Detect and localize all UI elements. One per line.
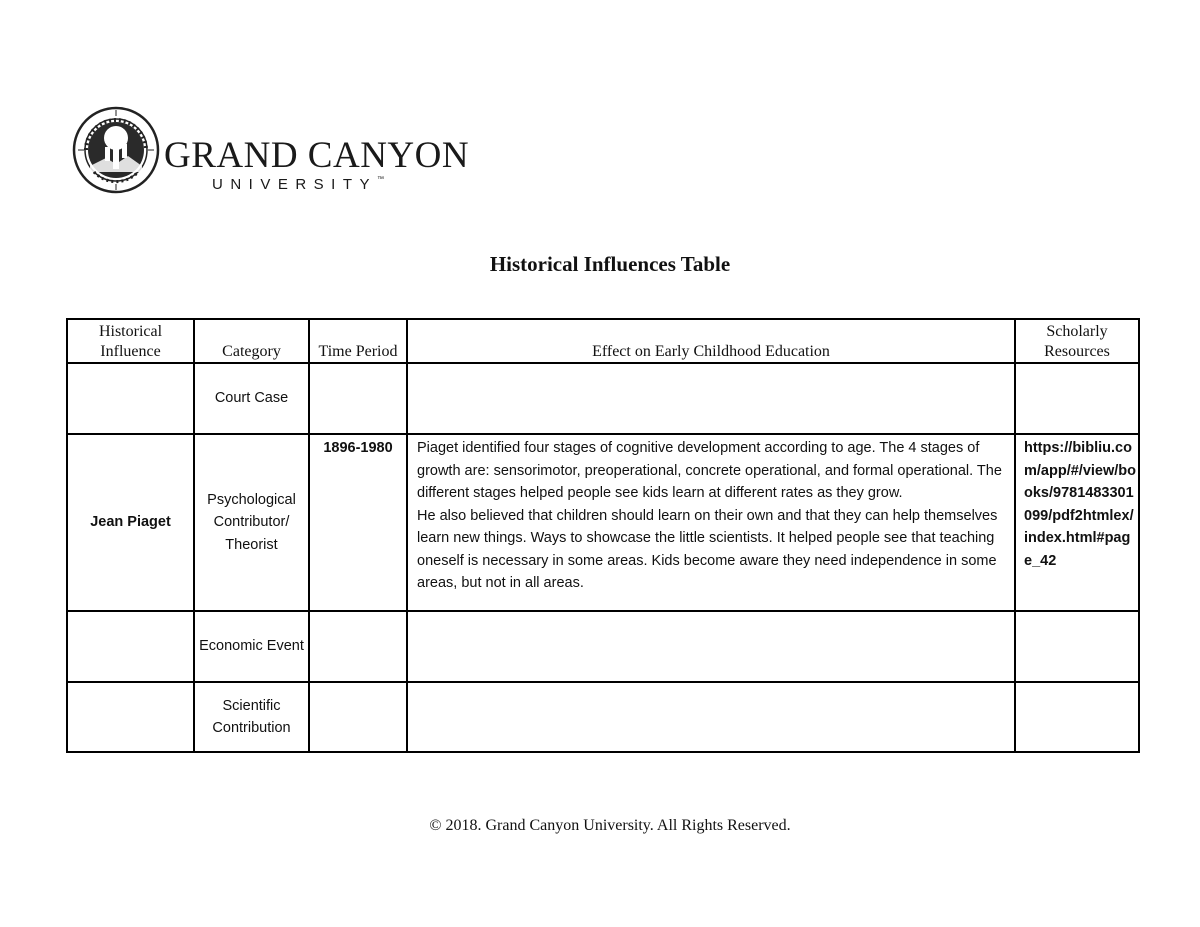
historical-influences-table xyxy=(66,318,1140,753)
cell-resource xyxy=(1015,363,1139,434)
cell-influence xyxy=(67,363,194,434)
cell-effect xyxy=(407,434,1015,611)
cell-resource[interactable]: https://bibliu.com/app/#/view/books/9781483301099/pdf2htmlex/index.html#page_42 xyxy=(1015,434,1139,611)
cell-effect xyxy=(407,363,1015,434)
header-category: Category xyxy=(194,319,309,363)
cell-category: Scientific Contribution xyxy=(194,682,309,752)
table-row xyxy=(67,363,1139,434)
page-title: Historical Influences Table xyxy=(489,252,731,276)
cell-effect xyxy=(407,682,1015,752)
trademark-symbol: ™ xyxy=(377,176,385,183)
header-effect: Effect on Early Childhood Education xyxy=(407,319,1015,363)
cell-period xyxy=(309,363,407,434)
cell-influence xyxy=(67,682,194,752)
cell-effect xyxy=(407,611,1015,682)
table-row xyxy=(67,434,1139,611)
table-row xyxy=(67,611,1139,682)
header-historical-influence: Historical Influence xyxy=(67,319,194,363)
effect-paragraph: He also believed that children should learn on their own and that they can help themselves learn new things. Ways to showcase the little scientists. It helped people see that teaching oneself is necessary in some areas. Kids become aware they need independence in some areas, but not in all areas. xyxy=(417,507,998,591)
header-time-period: Time Period xyxy=(309,319,407,363)
cell-category: Economic Event xyxy=(194,611,309,682)
cell-period: 1896-1980 xyxy=(309,434,407,611)
university-logo xyxy=(72,106,470,198)
copyright-footer: © 2018. Grand Canyon University. All Rights Reserved. xyxy=(429,817,791,834)
cell-category: Court Case xyxy=(194,363,309,434)
university-seal-icon xyxy=(72,106,160,194)
table-row xyxy=(67,682,1139,752)
cell-period xyxy=(309,682,407,752)
cell-period xyxy=(309,611,407,682)
cell-category: Psychological Contributor/ Theorist xyxy=(194,434,309,611)
cell-resource xyxy=(1015,611,1139,682)
logo-wordmark: GRAND CANYON xyxy=(164,135,470,176)
table-header-row xyxy=(67,319,1139,363)
cell-influence: Jean Piaget xyxy=(67,434,194,611)
effect-paragraph: Piaget identified four stages of cognitive development according to age. The 4 stages of growth are: sensorimotor, preoperational, concrete operational, and formal operational. The different stages helped people see kids learn at different rates as they grow. xyxy=(417,440,1002,501)
cell-influence xyxy=(67,611,194,682)
header-scholarly-resources: Scholarly Resources xyxy=(1015,319,1139,363)
cell-resource xyxy=(1015,682,1139,752)
logo-subtitle: UNIVERSITY™ xyxy=(212,176,385,193)
